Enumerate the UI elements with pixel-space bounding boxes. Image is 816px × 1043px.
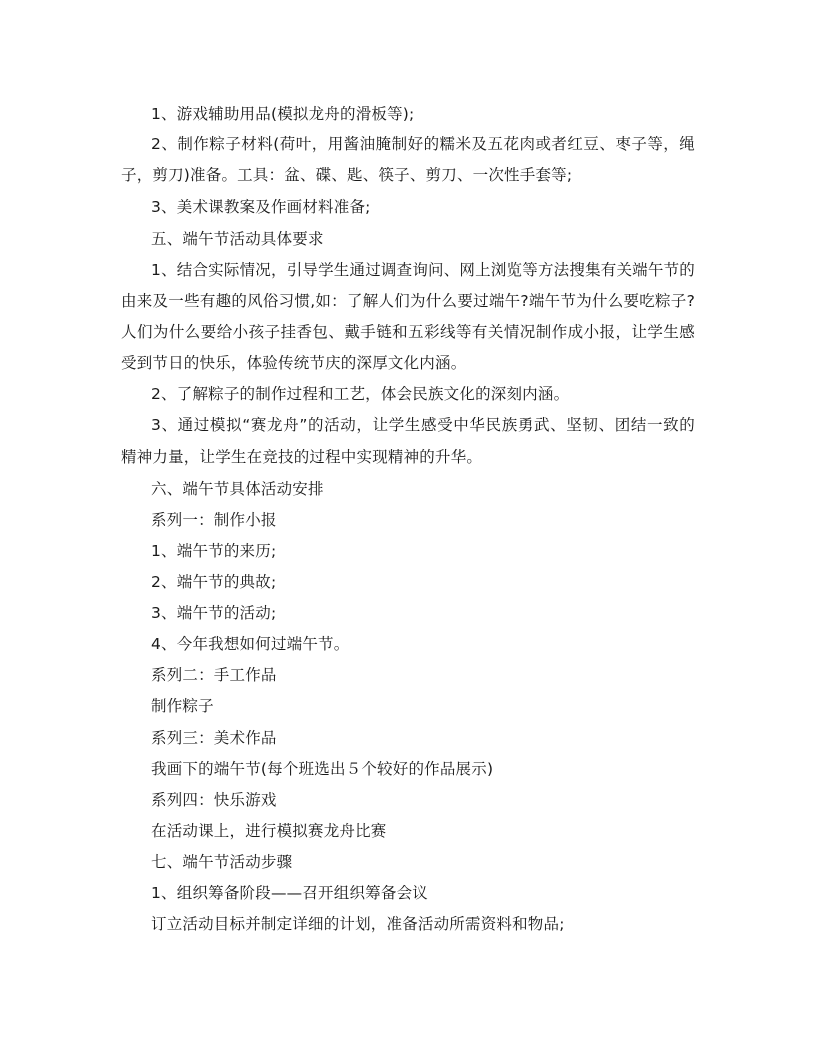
text-line: 2、了解粽子的制作过程和工艺，体会民族文化的深刻内涵。 [151,385,570,403]
list-item: 1、端午节的来历; [151,542,277,560]
text-line: 订立活动目标并制定详细的计划，准备活动所需资料和物品; [151,915,565,933]
text-line: 受到节日的快乐，体验传统节庆的深厚文化内涵。 [121,354,467,372]
section-heading: 六、端午节具体活动安排 [151,480,324,498]
text-line: 1、游戏辅助用品(模拟龙舟的滑板等); [151,105,415,123]
text-line: 1、结合实际情况，引导学生通过调查询问、网上浏览等方法搜集有关端午节的 [151,261,695,279]
text-line: 制作粽子 [151,697,214,715]
text-line: 人们为什么要给小孩子挂香包、戴手链和五彩线等有关情况制作成小报，让学生感 [121,323,695,341]
section-heading: 五、端午节活动具体要求 [151,230,324,248]
list-item: 3、端午节的活动; [151,604,277,622]
text-line: 由来及一些有趣的风俗习惯,如：了解人们为什么要过端午?端午节为什么要吃粽子? [121,292,695,310]
text-line: 系列四：快乐游戏 [151,791,277,809]
text-line: 3、通过模拟“赛龙舟”的活动，让学生感受中华民族勇武、坚韧、团结一致的 [151,416,695,434]
text-line: 我画下的端午节(每个班选出５个较好的作品展示) [151,760,494,778]
text-line: 1、组织筹备阶段——召开组织筹备会议 [151,884,428,902]
list-item: 2、端午节的典故; [151,573,277,591]
list-item: 4、今年我想如何过端午节。 [151,635,350,653]
text-line: 系列一：制作小报 [151,511,277,529]
text-line: 3、美术课教案及作画材料准备; [151,198,371,216]
text-line: 精神力量，让学生在竞技的过程中实现精神的升华。 [121,448,483,466]
text-line: 2、制作粽子材料(荷叶，用酱油腌制好的糯米及五花肉或者红豆、枣子等，绳 [151,135,695,153]
text-line: 子，剪刀)准备。工具：盆、碟、匙、筷子、剪刀、一次性手套等; [121,166,573,184]
text-line: 系列二：手工作品 [151,666,277,684]
text-line: 系列三：美术作品 [151,729,277,747]
text-line: 在活动课上，进行模拟赛龙舟比赛 [151,822,387,840]
section-heading: 七、端午节活动步骤 [151,853,293,871]
